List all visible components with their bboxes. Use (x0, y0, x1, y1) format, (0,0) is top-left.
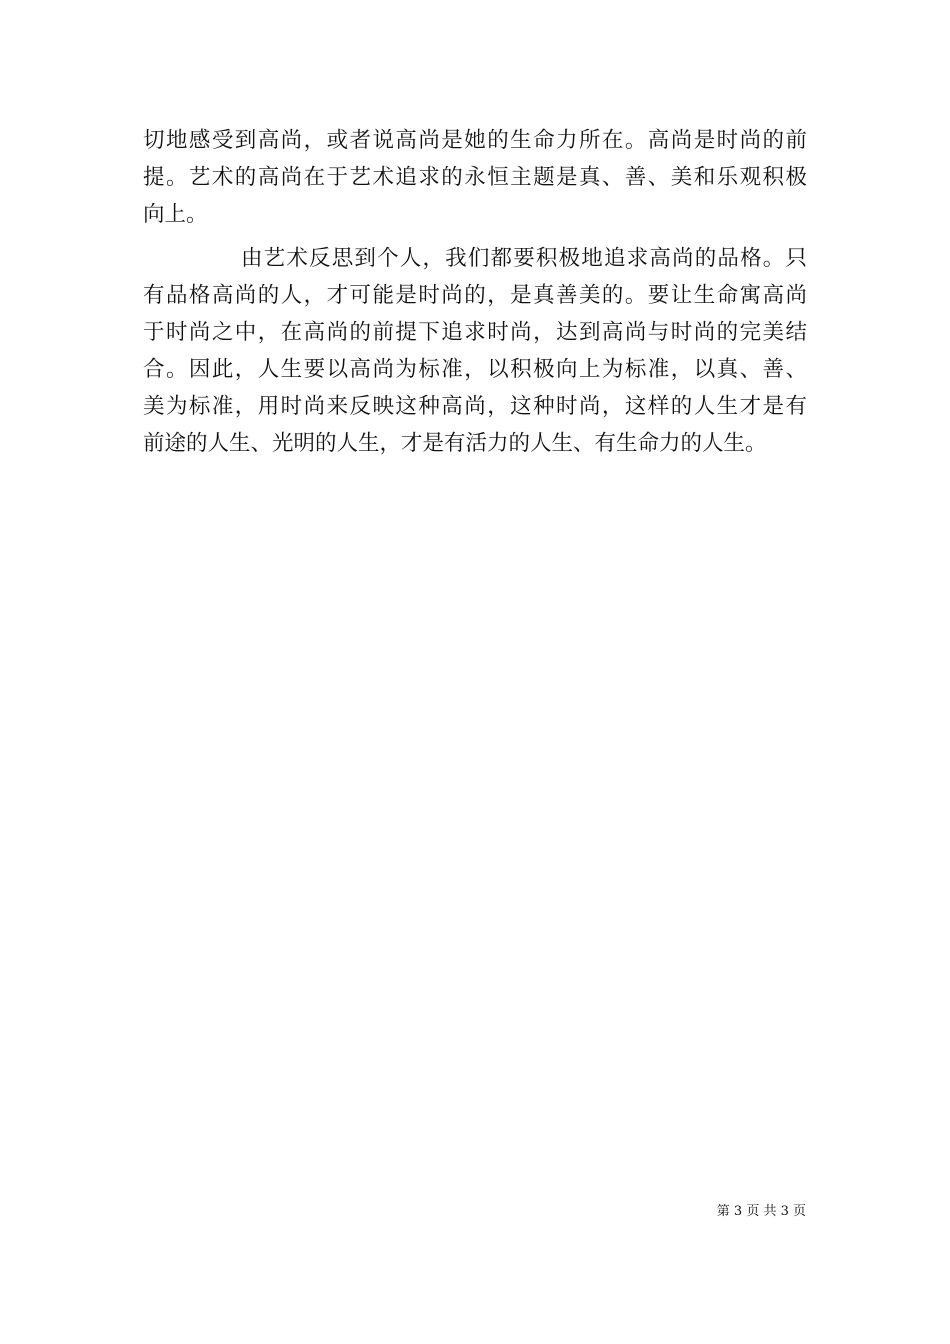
paragraph-line: 由艺术反思到个人，我们都要积极地追求高尚的品格。只 (241, 246, 807, 271)
body-text (143, 122, 807, 462)
paragraph-line: 有品格高尚的人，才可能是时尚的，是真善美的。要让生命寓高尚 (143, 283, 807, 308)
paragraph-line: 于时尚之中，在高尚的前提下追求时尚，达到高尚与时尚的完美结 (143, 320, 807, 345)
paragraph-line: 合。因此，人生要以高尚为标准，以积极向上为标准，以真、善、 (143, 357, 807, 382)
paragraph-line: 美为标准，用时尚来反映这种高尚，这种时尚，这样的人生才是有 (143, 394, 807, 419)
paragraph-gap (143, 233, 807, 240)
paragraph-line: 切地感受到高尚，或者说高尚是她的生命力所在。高尚是时尚的前 (143, 128, 807, 153)
paragraph-2 (143, 240, 807, 462)
page-number-footer: 第 3 页 共 3 页 (716, 1204, 806, 1219)
paragraph-line: 提。艺术的高尚在于艺术追求的永恒主题是真、善、美和乐观积极 (143, 165, 807, 190)
paragraph-line: 向上。 (143, 202, 208, 227)
paragraph-1 (143, 122, 807, 233)
paragraph-line: 前途的人生、光明的人生，才是有活力的人生、有生命力的人生。 (143, 431, 767, 456)
